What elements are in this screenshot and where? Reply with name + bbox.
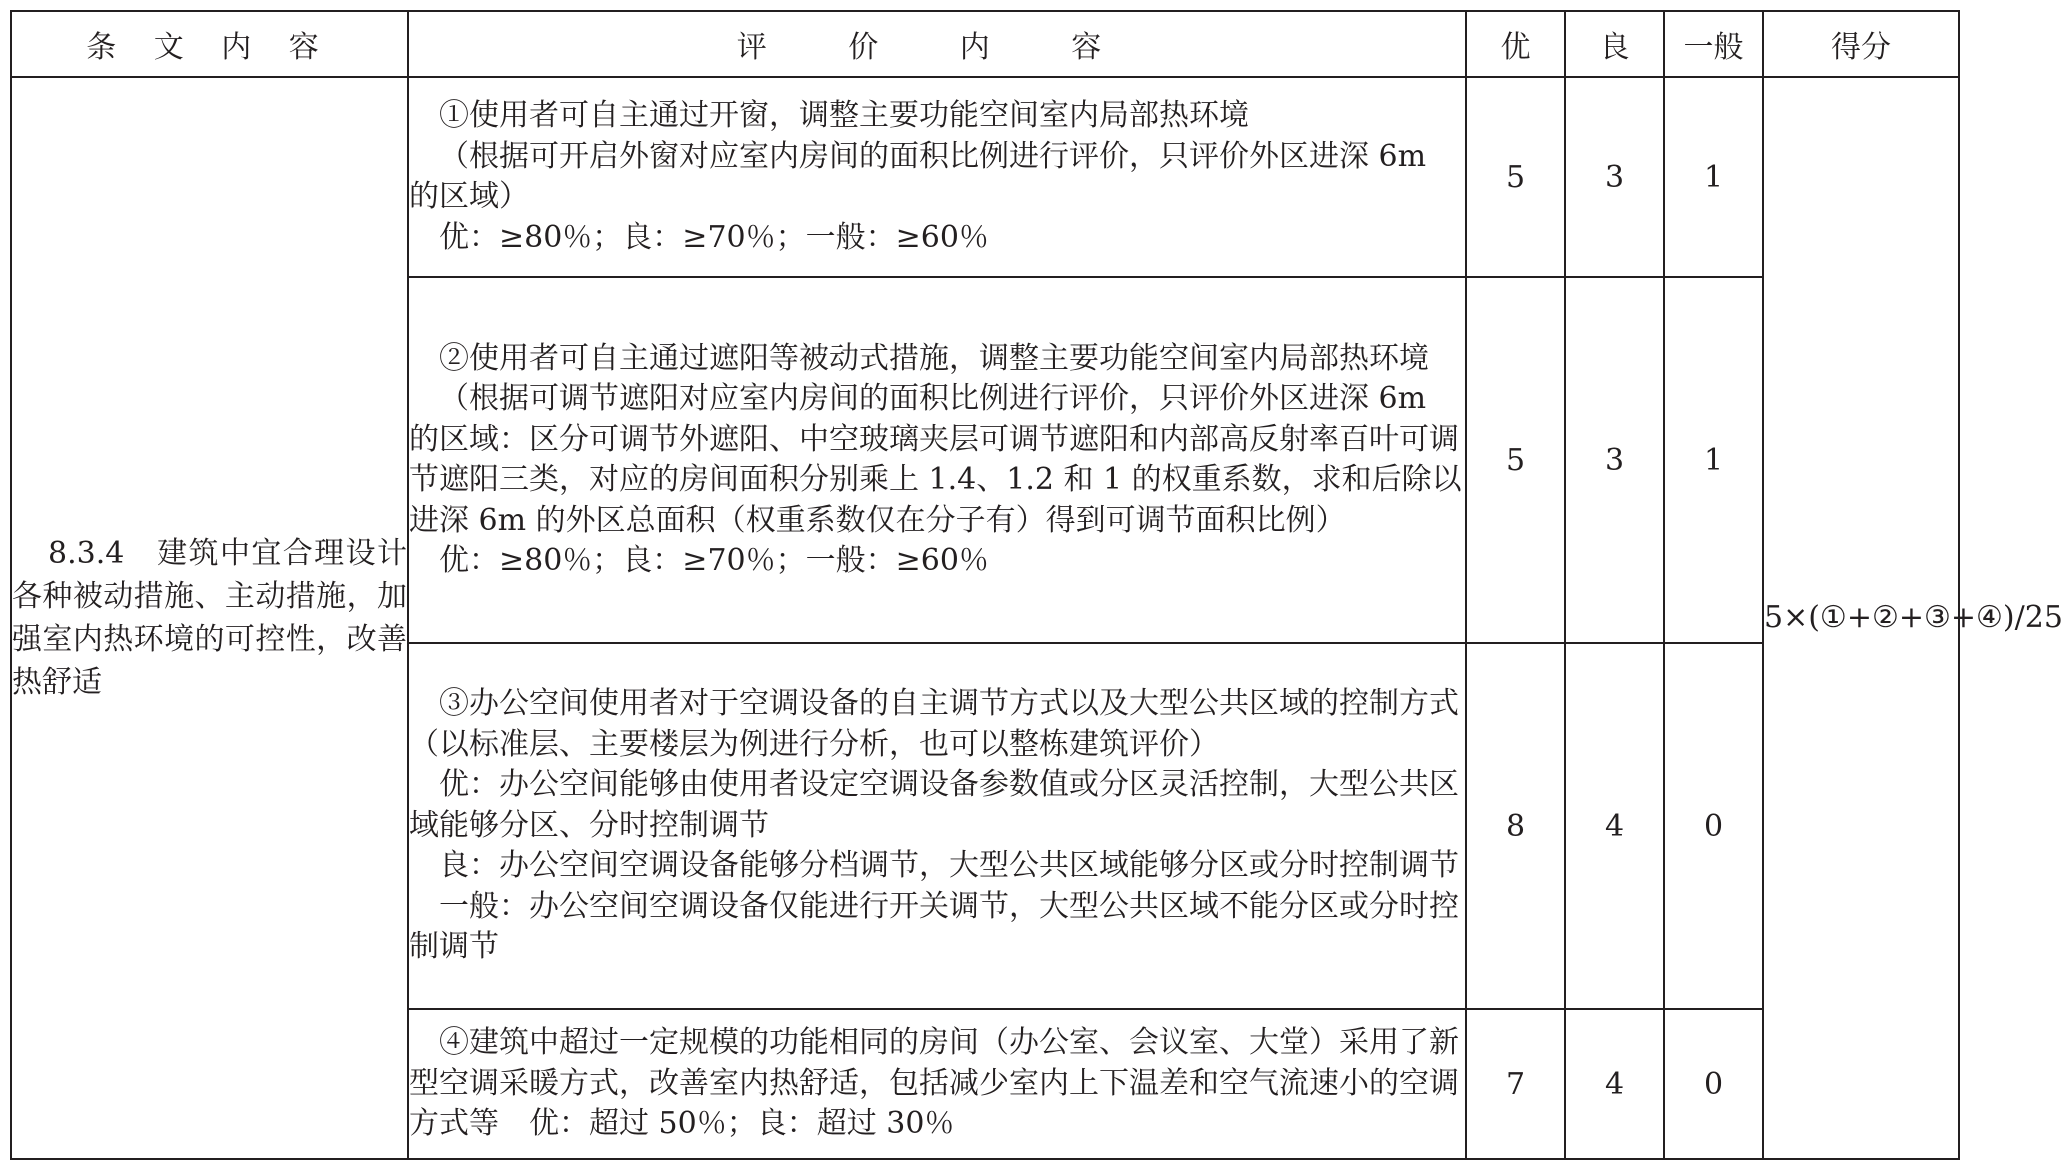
good-score: 4 [1565, 643, 1664, 1009]
header-good: 良 [1565, 11, 1664, 77]
header-content: 评 价 内 容 [408, 11, 1466, 77]
table-row [11, 77, 1959, 277]
evaluation-table [10, 10, 2063, 1160]
header-score: 得分 [1763, 11, 1959, 77]
header-clause: 条 文 内 容 [11, 11, 408, 77]
good-score: 3 [1565, 77, 1664, 277]
average-score: 1 [1664, 277, 1763, 643]
content-line: （根据可调节遮阳对应室内房间的面积比例进行评价，只评价外区进深 6m 的区域：区分可调节外遮阳、中空玻璃夹层可调节遮阳和内部高反射率百叶可调节遮阳三类，对应的房间面积分别乘上 1.4、1.2 和 1 的权重系数，求和后除以进深 6m 的外区总面积（权重系数仅在分子有）得到可调节面积比例） [409, 381, 1462, 538]
average-score: 0 [1664, 1009, 1763, 1159]
clause-text: 8.3.4 建筑中宜合理设计各种被动措施、主动措施，加强室内热环境的可控性，改善热舒适 [12, 536, 407, 700]
clause-cell [11, 77, 408, 1159]
content-line: 良：办公空间空调设备能够分档调节，大型公共区域能够分区或分时控制调节 [439, 848, 1459, 884]
good-score: 3 [1565, 277, 1664, 643]
header-row [11, 11, 1959, 77]
excellent-score: 5 [1466, 77, 1565, 277]
content-line: ②使用者可自主通过遮阳等被动式措施，调整主要功能空间室内局部热环境 [439, 340, 1429, 376]
content-line: ①使用者可自主通过开窗，调整主要功能空间室内局部热环境 [439, 98, 1249, 133]
content-line: （根据可开启外窗对应室内房间的面积比例进行评价，只评价外区进深 6m 的区域） [409, 138, 1427, 214]
excellent-score: 5 [1466, 277, 1565, 643]
content-line: 一般：办公空间空调设备仅能进行开关调节，大型公共区域不能分区或分时控制调节 [409, 888, 1459, 965]
content-line: 优：≥80％；良：≥70％；一般：≥60％ [439, 219, 989, 255]
content-cell-1 [408, 77, 1466, 277]
header-average: 一般 [1664, 11, 1763, 77]
content-cell-3 [408, 643, 1466, 1009]
content-line: ③办公空间使用者对于空调设备的自主调节方式以及大型公共区域的控制方式（以标准层、主要楼层为例进行分析，也可以整栋建筑评价） [409, 686, 1459, 762]
score-formula: 5×(①+②+③+④)/25 [1763, 77, 1959, 1159]
content-cell-4 [408, 1009, 1466, 1159]
content-line: 优：≥80％；良：≥70％；一般：≥60％ [439, 543, 989, 578]
content-line: 优：办公空间能够由使用者设定空调设备参数值或分区灵活控制，大型公共区域能够分区、分时控制调节 [409, 767, 1459, 843]
content-line: ④建筑中超过一定规模的功能相同的房间（办公室、会议室、大堂）采用了新型空调采暖方式，改善室内热舒适，包括减少室内上下温差和空气流速小的空调方式等 优：超过 50％；良：超过 30％ [409, 1025, 1459, 1142]
average-score: 1 [1664, 77, 1763, 277]
average-score: 0 [1664, 643, 1763, 1009]
header-excellent: 优 [1466, 11, 1565, 77]
content-cell-2 [408, 277, 1466, 643]
excellent-score: 8 [1466, 643, 1565, 1009]
excellent-score: 7 [1466, 1009, 1565, 1159]
good-score: 4 [1565, 1009, 1664, 1159]
